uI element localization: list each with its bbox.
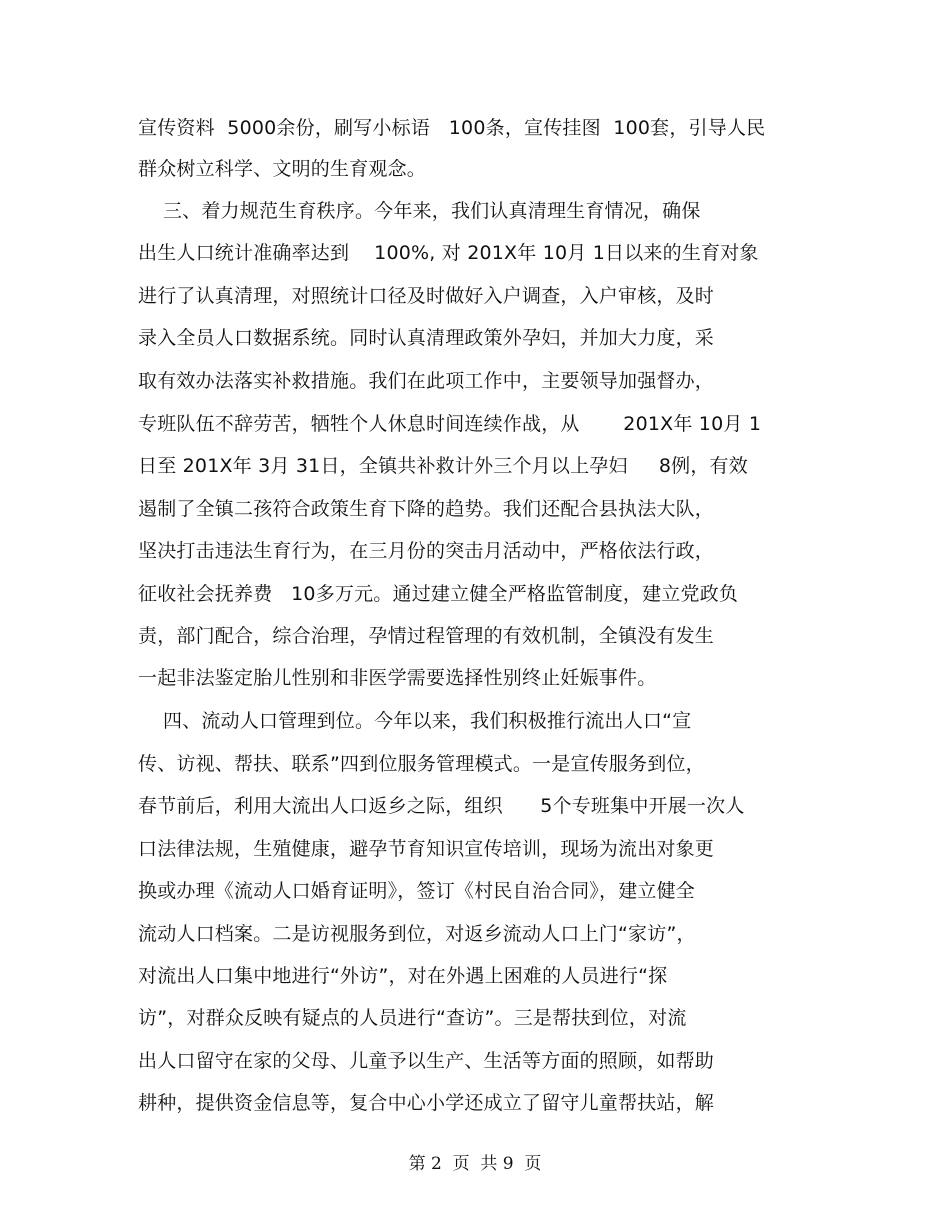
- body-text-line: 日至 201X年 3月 31日，全镇共补救计外三个月以上孕妇 8例，有效: [138, 455, 748, 477]
- body-text-line: 春节前后，利用大流出人口返乡之际，组织 5个专班集中开展一次人: [138, 795, 745, 817]
- body-text-line: 群众树立科学、文明的生育观念。: [138, 158, 427, 180]
- body-text-line: 征收社会抚养费 10多万元。通过建立健全严格监管制度，建立党政负: [138, 583, 739, 605]
- body-text-line: 三、着力规范生育秩序。今年来，我们认真清理生育情况，确保: [138, 200, 701, 222]
- body-text-line: 进行了认真清理，对照统计口径及时做好入户调查，入户审核，及时: [138, 285, 715, 307]
- body-text-line: 四、流动人口管理到位。今年以来，我们积极推行流出人口“宣: [138, 710, 692, 732]
- body-text-line: 宣传资料 5000余份，刷写小标语 100条，宣传挂图 100套，引导人民: [138, 117, 766, 139]
- body-text-line: 遏制了全镇二孩符合政策生育下降的趋势。我们还配合县执法大队，: [138, 498, 715, 520]
- body-text-line: 对流出人口集中地进行“外访”，对在外遇上困难的人员进行“探: [138, 965, 668, 987]
- page-number-footer: 第 2 页 共 9 页: [408, 1154, 542, 1174]
- body-text-line: 坚决打击违法生育行为，在三月份的突击月活动中，严格依法行政，: [138, 540, 715, 562]
- body-text-line: 传、访视、帮扶、联系”四到位服务管理模式。一是宣传服务到位，: [138, 753, 705, 775]
- body-text-line: 一起非法鉴定胎儿性别和非医学需要选择性别终止妊娠事件。: [138, 667, 657, 689]
- body-text-line: 流动人口档案。二是访视服务到位，对返乡流动人口上门“家访”，: [138, 923, 696, 945]
- body-text-line: 取有效办法落实补救措施。我们在此项工作中，主要领导加强督办，: [138, 370, 715, 392]
- body-text-line: 耕种，提供资金信息等，复合中心小学还成立了留守儿童帮扶站，解: [138, 1092, 715, 1114]
- body-text-line: 出生人口统计准确率达到 100%, 对 201X年 10月 1日以来的生育对象: [138, 242, 759, 264]
- body-text-line: 专班队伍不辞劳苦，牺牲个人休息时间连续作战，从 201X年 10月 1: [138, 413, 762, 435]
- body-text-line: 访”，对群众反映有疑点的人员进行“查访”。三是帮扶到位，对流: [138, 1007, 687, 1029]
- body-text-line: 录入全员人口数据系统。同时认真清理政策外孕妇，并加大力度，采: [138, 327, 715, 349]
- body-text-line: 出人口留守在家的父母、儿童予以生产、生活等方面的照顾，如帮助: [138, 1050, 715, 1072]
- body-text-line: 换或办理《流动人口婚育证明》，签订《村民自治合同》，建立健全: [138, 880, 696, 902]
- body-text-line: 责，部门配合，综合治理，孕情过程管理的有效机制，全镇没有发生: [138, 625, 715, 647]
- body-text-line: 口法律法规，生殖健康，避孕节育知识宣传培训，现场为流出对象更: [138, 838, 715, 860]
